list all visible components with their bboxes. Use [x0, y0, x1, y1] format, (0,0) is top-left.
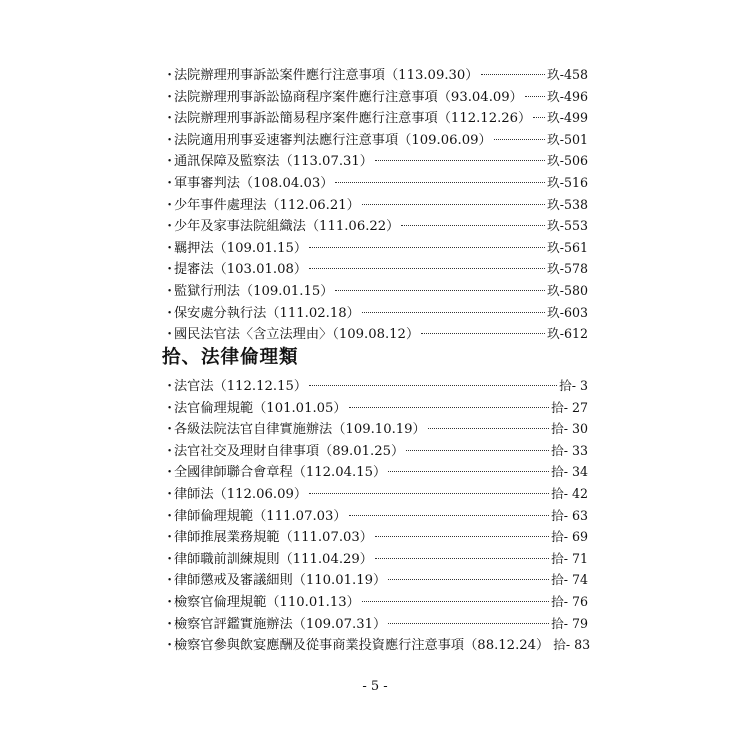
- entry-bullet: ・: [163, 530, 177, 546]
- entry-page: 拾- 33: [551, 442, 588, 458]
- dot-leader: [494, 139, 545, 140]
- entry-bullet: ・: [163, 422, 177, 438]
- toc-entry[interactable]: [163, 302, 588, 324]
- entry-bullet: ・: [163, 175, 177, 191]
- toc-entry[interactable]: [163, 258, 588, 280]
- dot-leader: [362, 312, 545, 313]
- entry-title: 法官社交及理財自律事項（89.01.25）: [174, 443, 405, 459]
- dot-leader: [362, 601, 549, 602]
- entry-bullet: ・: [163, 443, 177, 459]
- toc-entry[interactable]: [163, 505, 588, 527]
- dot-leader: [533, 117, 545, 118]
- toc-entry[interactable]: [163, 237, 588, 259]
- entry-bullet: ・: [163, 573, 177, 589]
- toc-entry[interactable]: [163, 418, 588, 440]
- entry-bullet: ・: [163, 486, 177, 502]
- dot-leader: [481, 74, 546, 75]
- entry-title: 軍事審判法（108.04.03）: [174, 175, 334, 191]
- dot-leader: [375, 558, 549, 559]
- entry-bullet: ・: [163, 262, 177, 278]
- entry-bullet: ・: [163, 89, 177, 105]
- entry-title: 律師倫理規範（111.07.03）: [174, 508, 347, 524]
- entry-bullet: ・: [163, 283, 177, 299]
- entry-title: 少年事件處理法（112.06.21）: [174, 197, 360, 213]
- dot-leader: [375, 536, 549, 537]
- toc-entry[interactable]: [163, 483, 588, 505]
- entry-page: 拾- 42: [551, 485, 588, 501]
- entry-bullet: ・: [163, 240, 177, 256]
- entry-title: 國民法官法〈含立法理由〉（109.08.12）: [174, 327, 420, 343]
- entry-page: 拾- 83: [553, 637, 591, 653]
- toc-entry[interactable]: [163, 634, 591, 656]
- toc-list-criminal-procedure: [163, 64, 588, 345]
- entry-page: 玖-496: [547, 88, 588, 104]
- toc-entry[interactable]: [163, 548, 588, 570]
- toc-entry[interactable]: [163, 194, 588, 216]
- entry-bullet: ・: [163, 551, 177, 567]
- toc-entry[interactable]: [163, 107, 588, 129]
- entry-title: 律師法（112.06.09）: [174, 486, 308, 502]
- toc-entry[interactable]: [163, 150, 588, 172]
- entry-title: 法官倫理規範（101.01.05）: [174, 400, 347, 416]
- toc-entry[interactable]: [163, 591, 588, 613]
- entry-page: 玖-458: [547, 67, 588, 82]
- entry-page: 玖-578: [547, 261, 588, 277]
- dot-leader: [388, 623, 549, 624]
- entry-title: 檢察官倫理規範（110.01.13）: [174, 594, 360, 610]
- entry-bullet: ・: [163, 508, 177, 524]
- dot-leader: [309, 247, 545, 248]
- entry-page: 拾- 76: [551, 593, 588, 609]
- entry-title: 法院辦理刑事訴訟簡易程序案件應行注意事項（112.12.26）: [174, 111, 532, 127]
- entry-title: 監獄行刑法（109.01.15）: [174, 283, 334, 299]
- toc-entry[interactable]: [163, 526, 588, 548]
- dot-leader: [309, 493, 549, 494]
- entry-bullet: ・: [163, 132, 177, 148]
- entry-title: 法院適用刑事妥速審判法應行注意事項（109.06.09）: [174, 132, 492, 148]
- entry-title: 律師職前訓練規則（111.04.29）: [174, 551, 373, 567]
- dot-leader: [428, 428, 549, 429]
- entry-title: 檢察官評鑑實施辦法（109.07.31）: [174, 616, 387, 632]
- entry-title: 法官法（112.12.15）: [174, 379, 308, 394]
- entry-page: 玖-603: [547, 304, 588, 320]
- entry-page: 拾- 74: [551, 572, 588, 588]
- entry-page: 玖-580: [547, 282, 588, 298]
- dot-leader: [309, 385, 557, 386]
- entry-bullet: ・: [163, 68, 177, 83]
- dot-leader: [525, 96, 545, 97]
- toc-entry[interactable]: [163, 569, 588, 591]
- entry-bullet: ・: [163, 594, 177, 610]
- entry-bullet: ・: [163, 638, 177, 654]
- entry-page: 玖-561: [547, 239, 588, 255]
- dot-leader: [349, 407, 549, 408]
- entry-bullet: ・: [163, 111, 177, 127]
- entry-bullet: ・: [163, 400, 177, 416]
- entry-page: 玖-499: [547, 110, 588, 126]
- entry-title: 律師懲戒及審議細則（110.01.19）: [174, 573, 387, 589]
- entry-title: 羈押法（109.01.15）: [174, 240, 308, 256]
- toc-entry[interactable]: [163, 397, 588, 419]
- entry-title: 提審法（103.01.08）: [174, 262, 308, 278]
- entry-bullet: ・: [163, 219, 177, 235]
- toc-entry[interactable]: [163, 64, 588, 86]
- entry-page: 拾- 71: [551, 550, 588, 566]
- dot-leader: [388, 471, 549, 472]
- toc-entry[interactable]: [163, 280, 588, 302]
- entry-page: 拾- 69: [551, 529, 588, 545]
- entry-page: 玖-501: [547, 131, 588, 147]
- entry-page: 玖-538: [547, 196, 588, 212]
- toc-list-legal-ethics: [163, 375, 591, 656]
- entry-title: 保安處分執行法（111.02.18）: [174, 305, 360, 321]
- entry-bullet: ・: [163, 327, 177, 343]
- entry-bullet: ・: [163, 305, 177, 321]
- section-heading: 拾、法律倫理類: [162, 347, 299, 368]
- entry-page: 拾- 30: [551, 421, 588, 437]
- entry-title: 檢察官參與飲宴應酬及從事商業投資應行注意事項（88.12.24）: [174, 638, 550, 654]
- toc-entry[interactable]: [163, 440, 588, 462]
- toc-entry[interactable]: [163, 215, 588, 237]
- entry-bullet: ・: [163, 197, 177, 213]
- toc-entry[interactable]: [163, 375, 588, 397]
- entry-page: 玖-516: [547, 174, 588, 190]
- entry-page: 玖-612: [547, 326, 588, 342]
- entry-title: 律師推展業務規範（111.07.03）: [174, 530, 373, 546]
- entry-title: 各級法院法官自律實施辦法（109.10.19）: [174, 422, 426, 438]
- entry-page: 拾- 27: [551, 399, 588, 415]
- dot-leader: [335, 182, 545, 183]
- entry-bullet: ・: [163, 154, 177, 170]
- dot-leader: [388, 579, 549, 580]
- entry-title: 全國律師聯合會章程（112.04.15）: [174, 465, 387, 481]
- entry-page: 玖-506: [547, 153, 588, 169]
- page-number: - 5 -: [362, 679, 388, 694]
- entry-bullet: ・: [163, 465, 177, 481]
- dot-leader: [406, 450, 549, 451]
- toc-entry[interactable]: [163, 172, 588, 194]
- entry-title: 通訊保障及監察法（113.07.31）: [174, 154, 373, 170]
- dot-leader: [362, 204, 545, 205]
- toc-entry[interactable]: [163, 613, 588, 635]
- entry-page: 拾- 63: [551, 507, 588, 523]
- entry-page: 拾- 79: [551, 615, 588, 631]
- entry-bullet: ・: [163, 616, 177, 632]
- dot-leader: [335, 290, 545, 291]
- toc-entry[interactable]: [163, 323, 588, 345]
- dot-leader: [421, 333, 545, 334]
- entry-page: 拾- 3: [559, 378, 588, 393]
- entry-title: 少年及家事法院組織法（111.06.22）: [174, 219, 400, 235]
- dot-leader: [375, 160, 545, 161]
- dot-leader: [309, 268, 545, 269]
- dot-leader: [349, 515, 549, 516]
- entry-page: 玖-553: [547, 218, 588, 234]
- dot-leader: [401, 225, 545, 226]
- toc-entry[interactable]: [163, 86, 588, 108]
- entry-title: 法院辦理刑事訴訟協商程序案件應行注意事項（93.04.09）: [174, 89, 523, 105]
- toc-entry[interactable]: [163, 129, 588, 151]
- entry-title: 法院辦理刑事訴訟案件應行注意事項（113.09.30）: [174, 68, 479, 83]
- entry-bullet: ・: [163, 379, 177, 394]
- toc-entry[interactable]: [163, 461, 588, 483]
- entry-page: 拾- 34: [551, 464, 588, 480]
